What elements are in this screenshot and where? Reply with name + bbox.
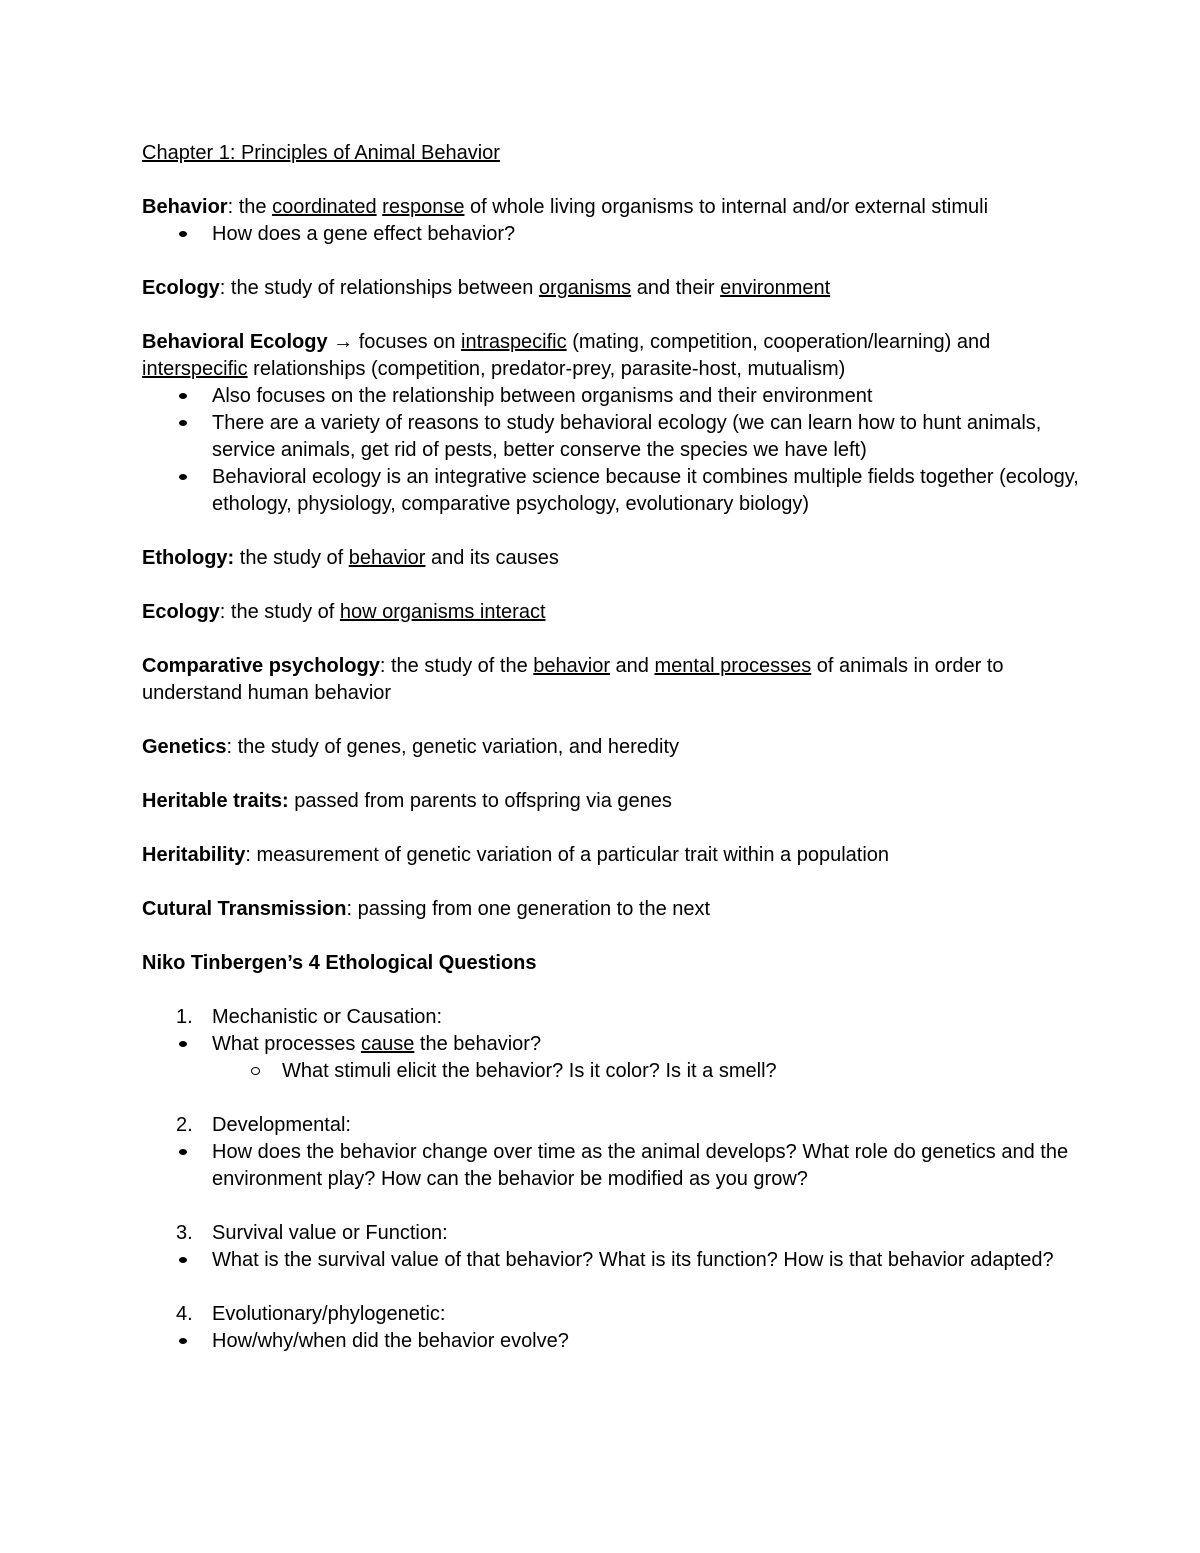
item-label: Mechanistic or Causation:: [212, 1006, 443, 1028]
term-ecology: Ecology: [142, 601, 220, 623]
item-number: 3.: [176, 1222, 193, 1244]
text-run: : the study of relationships between: [219, 277, 539, 299]
text-run: of animals in order to understand human behavior: [142, 655, 1004, 704]
underlined-text: intraspecific: [461, 331, 567, 353]
numbered-item: [142, 1301, 1082, 1328]
bullet-item: How/why/when did the behavior evolve?: [142, 1328, 1082, 1355]
text-run: and their: [631, 277, 721, 299]
term-heritability: Heritability: [142, 844, 246, 866]
underlined-text: organisms: [538, 277, 632, 299]
text-run: : measurement of genetic variation of a particular trait within a population: [245, 844, 890, 866]
numbered-item: [142, 1004, 1082, 1031]
text-run: of whole living organisms to internal and/or external stimuli: [464, 196, 989, 218]
text-run: relationships (competition, predator-prey, parasite-host, mutualism): [247, 358, 846, 380]
text-run: : passing from one generation to the next: [346, 898, 711, 920]
underlined-text: environment: [720, 277, 831, 299]
term-behavior: Behavior: [142, 196, 228, 218]
underlined-text: how organisms interact: [339, 601, 546, 623]
definition-heritability: [142, 842, 1082, 869]
bullet-item: What is the survival value of that behavior? What is its function? How is that behavior adapted?: [142, 1247, 1082, 1274]
item-number: 2.: [176, 1114, 193, 1136]
bullet-item: How does the behavior change over time as the animal develops? What role do genetics and the environment play? How can the behavior be modified as you grow?: [142, 1139, 1082, 1193]
definition-cultural-transmission: [142, 896, 1082, 923]
underlined-text: mental processes: [654, 655, 812, 677]
text-run: : the study of: [219, 601, 340, 623]
text-run: : the study of genes, genetic variation, and heredity: [226, 736, 679, 758]
underlined-text: coordinated: [272, 196, 377, 218]
underlined-text: behavior: [533, 655, 610, 677]
text-run: : the: [227, 196, 273, 218]
definition-ecology-2: [142, 599, 1082, 626]
term-genetics: Genetics: [142, 736, 227, 758]
bullet-item: How does a gene effect behavior?: [142, 221, 1082, 248]
underlined-text: interspecific: [142, 358, 248, 380]
term-behavioral-ecology: Behavioral Ecology: [142, 331, 328, 353]
page-title: Chapter 1: Principles of Animal Behavior: [142, 142, 500, 164]
bullet-item: Also focuses on the relationship between organisms and their environment: [142, 383, 1082, 410]
text-run: and its causes: [425, 547, 559, 569]
definition-genetics: [142, 734, 1082, 761]
section-heading: Niko Tinbergen’s 4 Ethological Questions: [142, 952, 537, 974]
text-run: → focuses on: [327, 331, 462, 353]
item-label: Evolutionary/phylogenetic:: [212, 1303, 446, 1325]
bullet-item: Behavioral ecology is an integrative science because it combines multiple fields together (ecology, ethology, physiology, comparative psychology, evolutionary biology): [142, 464, 1082, 518]
text-run: What processes: [212, 1033, 361, 1055]
item-number: 1.: [176, 1006, 193, 1028]
text-run: the behavior?: [414, 1033, 542, 1055]
definition-heritable-traits: [142, 788, 1082, 815]
bullet-item: There are a variety of reasons to study behavioral ecology (we can learn how to hunt animals, service animals, get rid of pests, better conserve the species we have left): [142, 410, 1082, 464]
definition-behavioral-ecology: [142, 329, 1082, 383]
item-label: Survival value or Function:: [212, 1222, 448, 1244]
term-ethology: Ethology:: [142, 547, 235, 569]
term-ecology: Ecology: [142, 277, 220, 299]
item-label: Developmental:: [212, 1114, 351, 1136]
text-run: (mating, competition, cooperation/learning) and: [566, 331, 991, 353]
underlined-text: behavior: [348, 547, 426, 569]
text-run: the study of: [234, 547, 349, 569]
definition-ethology: [142, 545, 1082, 572]
bullet-item: [142, 1031, 1082, 1058]
item-number: 4.: [176, 1303, 193, 1325]
term-cultural-transmission: Cutural Transmission: [142, 898, 347, 920]
definition-behavior: [142, 194, 1082, 221]
text-run: passed from parents to offspring via genes: [288, 790, 672, 812]
term-comparative-psychology: Comparative psychology: [142, 655, 380, 677]
underlined-text: cause: [360, 1033, 415, 1055]
text-run: and: [610, 655, 655, 677]
sub-bullet-item: What stimuli elicit the behavior? Is it color? Is it a smell?: [142, 1058, 1082, 1085]
document-page: [142, 140, 1082, 1355]
numbered-item: [142, 1220, 1082, 1247]
underlined-text: response: [382, 196, 465, 218]
term-heritable-traits: Heritable traits:: [142, 790, 289, 812]
text-run: : the study of the: [379, 655, 534, 677]
definition-ecology: [142, 275, 1082, 302]
numbered-item: [142, 1112, 1082, 1139]
definition-comparative-psychology: [142, 653, 1082, 707]
